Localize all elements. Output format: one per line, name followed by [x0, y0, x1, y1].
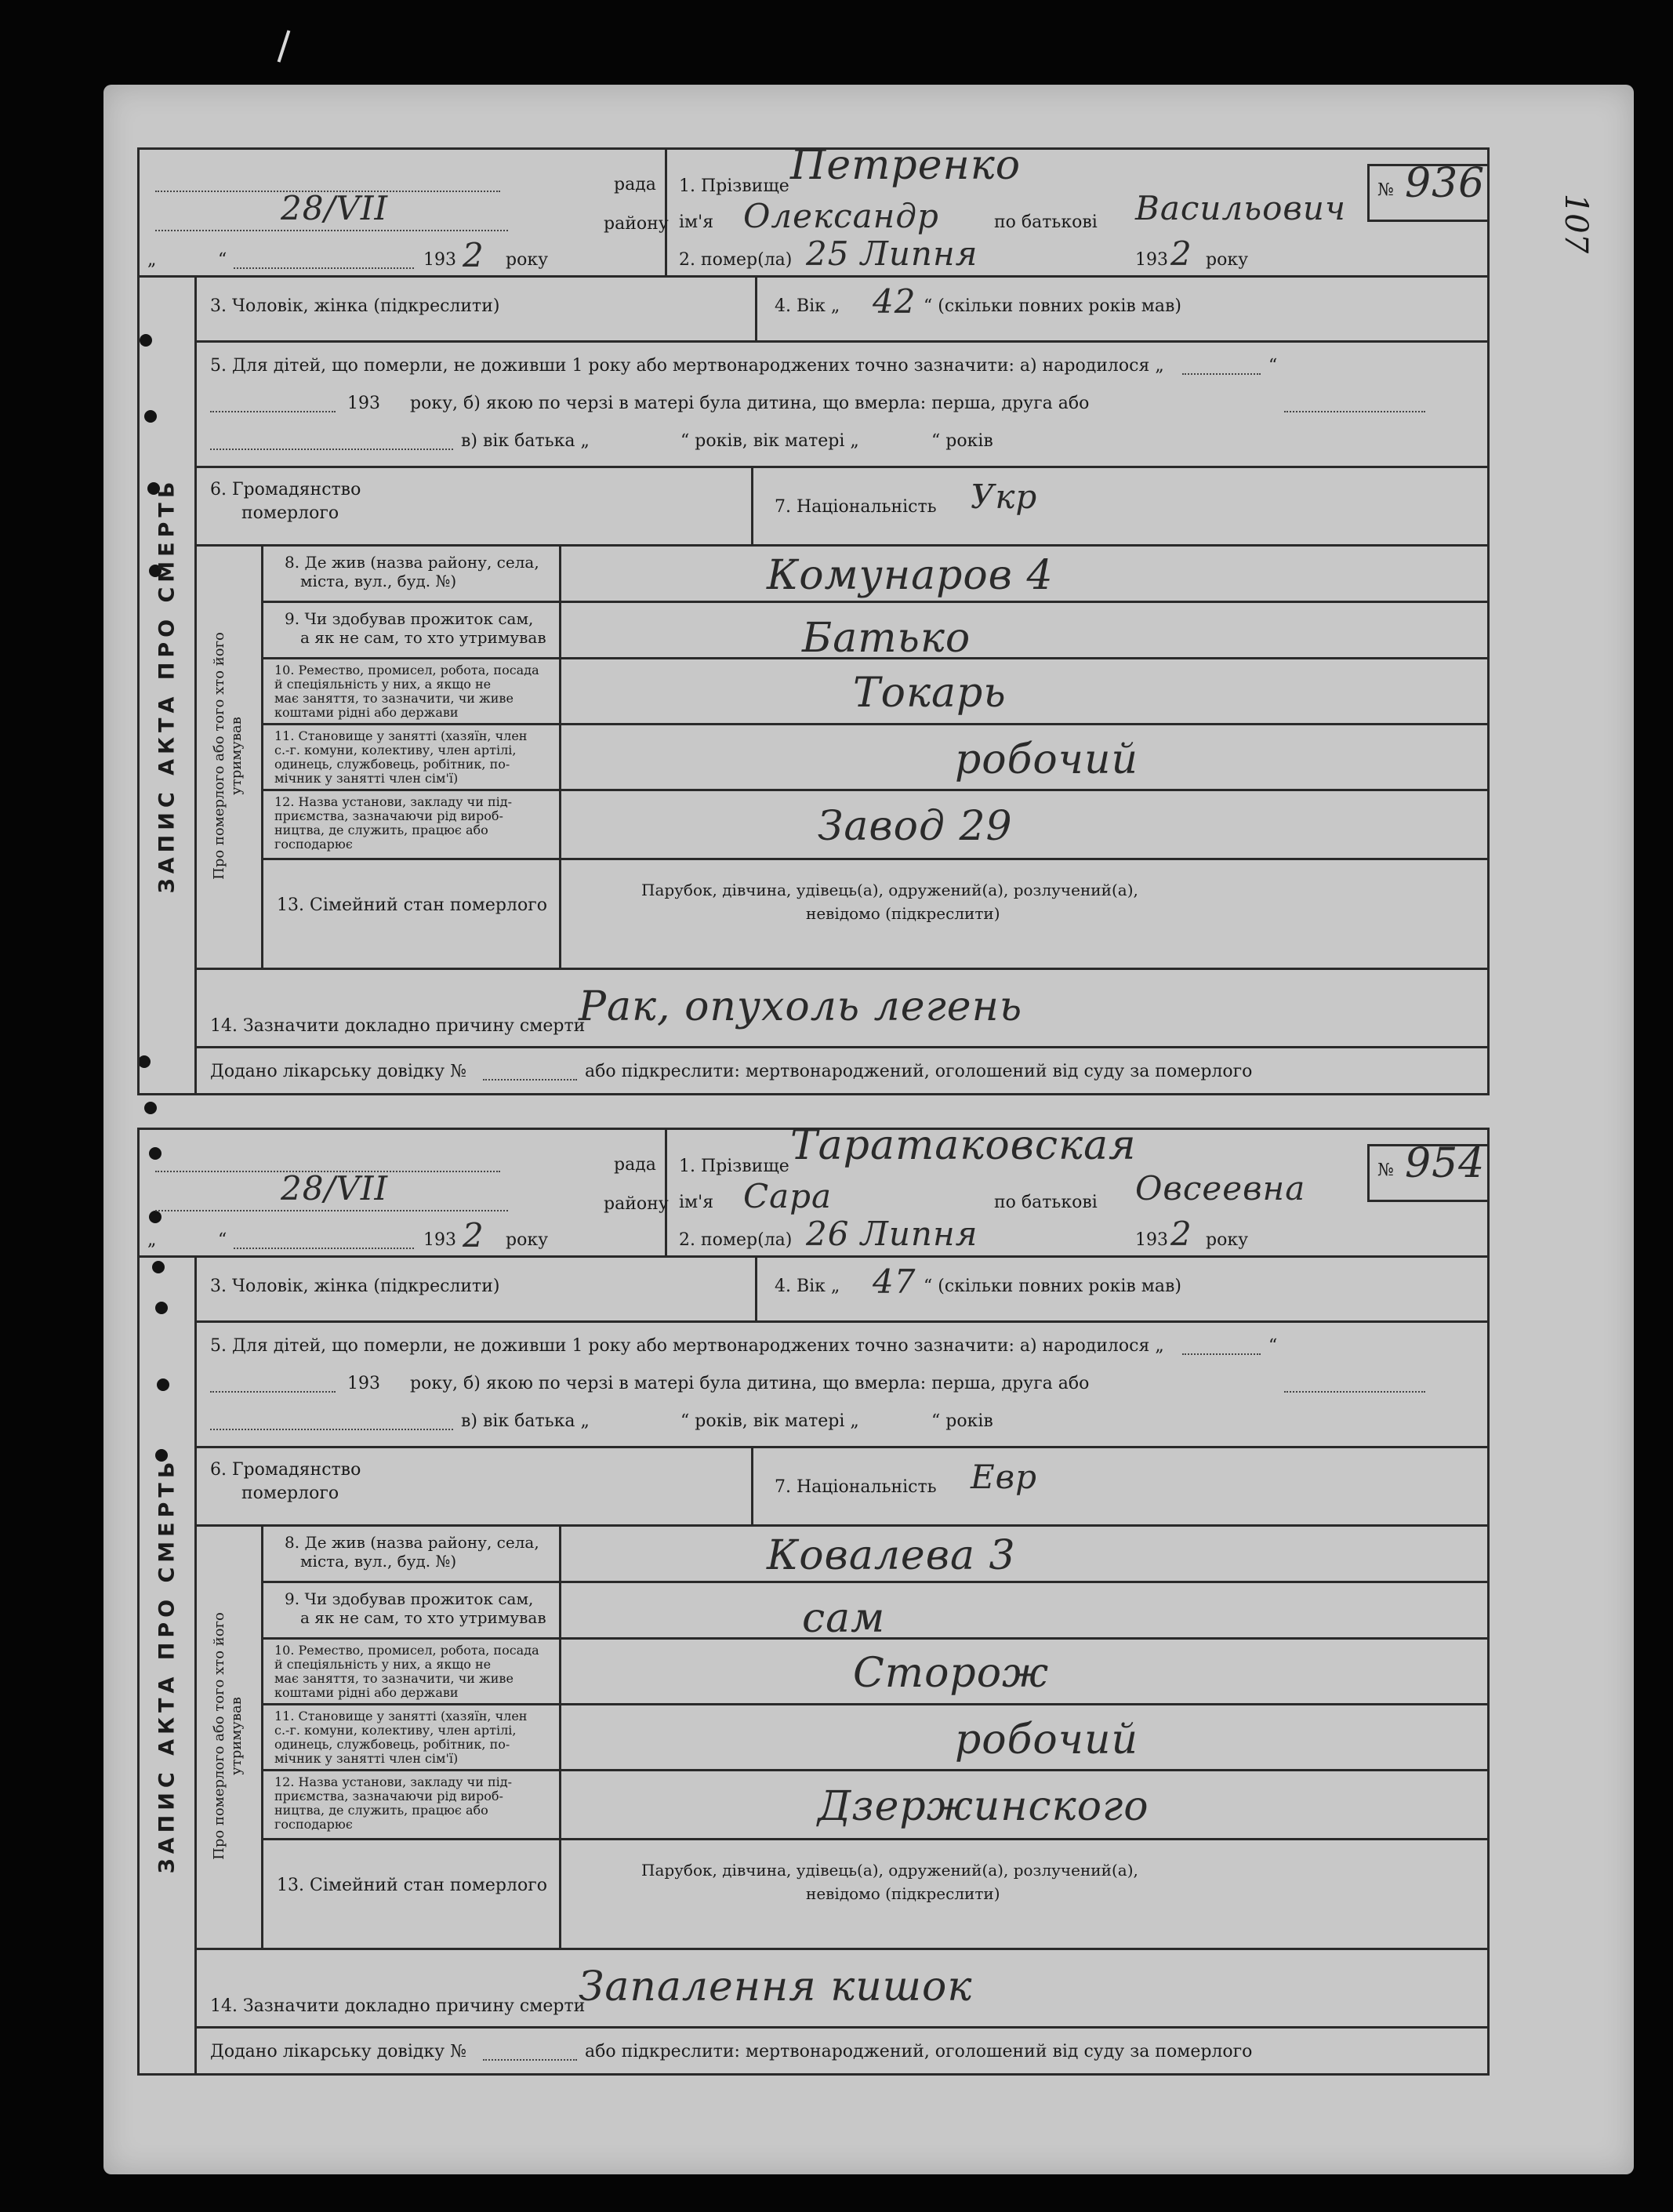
residence-label: 8. Де жив (назва району, села, — [285, 1533, 539, 1552]
child-info-line2: року, б) якою по черзі в матері була дитина, що вмерла: перша, друга або — [410, 1374, 1090, 1393]
registration-date: 28/VII — [281, 189, 389, 227]
surname-value: Петренко — [790, 142, 1022, 189]
margin-page-number: 107 — [1558, 193, 1595, 254]
died-year-digit: 2 — [1170, 234, 1192, 273]
residence-value: Комунаров 4 — [767, 552, 1054, 599]
employment-label: 11. Становище у занятті (хазяїн, член — [274, 1709, 528, 1723]
residence-label: 8. Де жив (назва району, села, — [285, 553, 539, 572]
medical-certificate-label: Додано лікарську довідку № — [210, 1062, 466, 1081]
citizenship-label-2: померлого — [241, 1484, 339, 1503]
stillborn-note: або підкреслити: мертвонароджений, оголошений від суду за померлого — [585, 2042, 1253, 2061]
record-number-box — [1367, 1140, 1487, 1202]
died-year-word: року — [1206, 250, 1249, 270]
employment-label: 11. Становище у занятті (хазяїн, член — [274, 728, 528, 743]
rada-label: рада — [614, 175, 656, 194]
deceased-name-block — [665, 1122, 1374, 1255]
occupation-value: Сторож — [853, 1650, 1050, 1697]
number-sign: № — [1377, 1160, 1394, 1180]
side-title — [140, 278, 197, 1093]
age-value: 47 — [873, 1262, 916, 1301]
child-info-line3-end: “ років — [931, 1411, 993, 1431]
side-title-text: ЗАПИС АКТА ПРО СМЕРТЬ — [154, 477, 180, 894]
employment-label-3: одинець, службовець, робітник, по- — [274, 757, 510, 772]
death-record — [137, 1122, 1490, 2076]
employment-label-2: с.-г. комуни, колективу, член артілі, — [274, 743, 517, 757]
occupation-label-2: й спеціяльність у них, а якщо не — [274, 1657, 492, 1672]
age-label: 4. Вік „ — [775, 296, 840, 316]
employment-label-4: мічник у занятті член сім'ї) — [274, 771, 459, 786]
side-title — [140, 1258, 197, 2073]
surname-label: 1. Прізвище — [679, 1157, 789, 1176]
record-number: 954 — [1405, 1140, 1486, 1187]
nationality-label: 7. Національність — [775, 1477, 937, 1497]
registration-year-digit: 2 — [463, 236, 484, 274]
occupation-label-4: коштами рідні або держави — [274, 1685, 459, 1700]
about-deceased-line2: утримував — [227, 717, 245, 795]
registration-year-digit: 2 — [463, 1216, 484, 1255]
employment-label-3: одинець, службовець, робітник, по- — [274, 1737, 510, 1752]
workplace-label-2: приємства, зазначаючи рід вироб- — [274, 808, 503, 823]
workplace-label-3: ництва, де служить, працює або — [274, 823, 488, 837]
workplace-label-2: приємства, зазначаючи рід вироб- — [274, 1789, 503, 1803]
child-info-line3-end: “ років — [931, 431, 993, 451]
record-body — [140, 278, 1487, 1093]
cause-of-death-label: 14. Зазначити докладно причину смерти — [210, 1996, 586, 2016]
workplace-value: Завод 29 — [818, 803, 1013, 850]
livelihood-label-2: а як не сам, то хто утримував — [300, 1608, 546, 1627]
about-deceased-line1: Про померлого або того хто його — [210, 632, 227, 880]
raion-label: району — [604, 214, 669, 234]
livelihood-value: сам — [802, 1595, 886, 1642]
record-number: 936 — [1405, 160, 1486, 207]
child-info-line3-mid: “ років, вік матері „ — [680, 431, 859, 451]
occupation-label-3: має заняття, то зазначити, чи живе — [274, 691, 514, 706]
year-prefix: 193 — [423, 1230, 456, 1250]
child-info-line1: 5. Для дітей, що померли, не доживши 1 року або мертвонароджених точно зазначити: а) народилося „ — [210, 356, 1164, 376]
record-header — [140, 142, 1487, 278]
child-year-prefix: 193 — [347, 1374, 380, 1393]
patronymic-label: по батькові — [994, 1193, 1098, 1212]
sex-label: 3. Чоловік, жінка (підкреслити) — [210, 1277, 500, 1296]
name-label: ім'я — [679, 1193, 714, 1212]
workplace-label-4: господарює — [274, 837, 353, 852]
residence-label-2: міста, вул., буд. №) — [300, 572, 457, 590]
corner-scratch — [278, 30, 291, 62]
workplace-label: 12. Назва установи, закладу чи під- — [274, 1774, 512, 1789]
registration-date-block — [140, 150, 667, 275]
name-value: Олександр — [743, 197, 939, 235]
occupation-label: 10. Ремество, промисел, робота, посада — [274, 663, 539, 677]
deceased-name-block — [665, 142, 1374, 275]
died-year-digit: 2 — [1170, 1215, 1192, 1253]
registration-date-block — [140, 1130, 667, 1255]
patronymic-label: по батькові — [994, 212, 1098, 232]
quote-open: „ — [147, 250, 157, 270]
patronymic-value: Овсеевна — [1135, 1169, 1306, 1208]
cause-of-death-value: Рак, опухоль легень — [579, 983, 1023, 1030]
marital-status-options-2: невідомо (підкреслити) — [806, 1884, 1000, 1903]
residence-value: Ковалева 3 — [767, 1532, 1016, 1579]
patronymic-value: Васильович — [1135, 189, 1346, 227]
died-year-prefix: 193 — [1135, 1230, 1168, 1250]
surname-value: Таратаковская — [790, 1122, 1137, 1169]
died-year-word: року — [1206, 1230, 1249, 1250]
livelihood-value: Батько — [802, 615, 971, 662]
about-deceased-line1: Про померлого або того хто його — [210, 1612, 227, 1860]
name-value: Сара — [743, 1177, 833, 1215]
workplace-label: 12. Назва установи, закладу чи під- — [274, 794, 512, 809]
medical-certificate-label: Додано лікарську довідку № — [210, 2042, 466, 2061]
employment-label-2: с.-г. комуни, колективу, член артілі, — [274, 1723, 517, 1738]
quote-close: “ — [218, 1230, 227, 1250]
year-word: року — [506, 250, 549, 270]
employment-value: робочий — [955, 1716, 1138, 1763]
child-info-line1: 5. Для дітей, що померли, не доживши 1 року або мертвонароджених точно зазначити: а) народилося „ — [210, 1336, 1164, 1356]
livelihood-label-2: а як не сам, то хто утримував — [300, 628, 546, 647]
child-info-line3-mid: “ років, вік матері „ — [680, 1411, 859, 1431]
record-header — [140, 1122, 1487, 1258]
age-value: 42 — [873, 282, 916, 321]
child-year-prefix: 193 — [347, 394, 380, 413]
death-record — [137, 142, 1490, 1095]
marital-status-label: 13. Сімейний стан померлого — [277, 1876, 548, 1895]
about-deceased-text — [211, 632, 245, 880]
about-deceased-column — [194, 1524, 263, 1948]
raion-label: району — [604, 1194, 669, 1214]
employment-value: робочий — [955, 736, 1138, 783]
died-value: 25 Липня — [806, 234, 978, 273]
workplace-label-3: ництва, де служить, працює або — [274, 1803, 488, 1818]
marital-status-label: 13. Сімейний стан померлого — [277, 895, 548, 915]
marital-status-options-2: невідомо (підкреслити) — [806, 904, 1000, 923]
livelihood-label: 9. Чи здобував прожиток сам, — [285, 1589, 534, 1608]
died-label: 2. помер(ла) — [679, 250, 793, 270]
workplace-value: Дзержинского — [818, 1783, 1149, 1830]
citizenship-label: 6. Громадянство — [210, 1460, 361, 1480]
about-deceased-text — [211, 1612, 245, 1860]
marital-status-options: Парубок, дівчина, удівець(а), одружений(а), розлучений(а), — [641, 881, 1138, 899]
marital-status-options: Парубок, дівчина, удівець(а), одружений(а), розлучений(а), — [641, 1861, 1138, 1880]
residence-label-2: міста, вул., буд. №) — [300, 1552, 457, 1571]
died-label: 2. помер(ла) — [679, 1230, 793, 1250]
citizenship-label-2: померлого — [241, 503, 339, 523]
occupation-label-3: має заняття, то зазначити, чи живе — [274, 1671, 514, 1686]
nationality-label: 7. Національність — [775, 497, 937, 517]
livelihood-label: 9. Чи здобував прожиток сам, — [285, 609, 534, 628]
age-label-end: “ (скільки повних років мав) — [924, 1277, 1182, 1296]
workplace-label-4: господарює — [274, 1817, 353, 1832]
quote-close: “ — [218, 250, 227, 270]
child-quote-end: “ — [1268, 1336, 1278, 1356]
occupation-label: 10. Ремество, промисел, робота, посада — [274, 1643, 539, 1658]
surname-label: 1. Прізвище — [679, 176, 789, 196]
year-word: року — [506, 1230, 549, 1250]
sex-label: 3. Чоловік, жінка (підкреслити) — [210, 296, 500, 316]
cause-of-death-value: Запалення кишок — [579, 1963, 973, 2010]
name-label: ім'я — [679, 212, 714, 232]
binding-hole — [144, 1102, 157, 1114]
rada-label: рада — [614, 1155, 656, 1175]
occupation-label-4: коштами рідні або держави — [274, 705, 459, 720]
citizenship-label: 6. Громадянство — [210, 480, 361, 499]
quote-open: „ — [147, 1230, 157, 1250]
died-year-prefix: 193 — [1135, 250, 1168, 270]
child-info-line2: року, б) якою по черзі в матері була дитина, що вмерла: перша, друга або — [410, 394, 1090, 413]
year-prefix: 193 — [423, 250, 456, 270]
child-quote-end: “ — [1268, 356, 1278, 376]
age-label: 4. Вік „ — [775, 1277, 840, 1296]
nationality-value: Укр — [971, 478, 1038, 516]
record-number-box — [1367, 160, 1487, 222]
child-info-line3: в) вік батька „ — [461, 431, 590, 451]
occupation-value: Токарь — [853, 670, 1007, 717]
employment-label-4: мічник у занятті член сім'ї) — [274, 1751, 459, 1766]
side-title-text: ЗАПИС АКТА ПРО СМЕРТЬ — [154, 1457, 180, 1874]
stillborn-note: або підкреслити: мертвонароджений, оголошений від суду за померлого — [585, 1062, 1253, 1081]
about-deceased-column — [194, 544, 263, 968]
cause-of-death-label: 14. Зазначити докладно причину смерти — [210, 1016, 586, 1036]
age-label-end: “ (скільки повних років мав) — [924, 296, 1182, 316]
nationality-value: Евр — [971, 1458, 1037, 1496]
number-sign: № — [1377, 180, 1394, 200]
record-body — [140, 1258, 1487, 2073]
child-info-line3: в) вік батька „ — [461, 1411, 590, 1431]
died-value: 26 Липня — [806, 1215, 978, 1253]
registration-date: 28/VII — [281, 1169, 389, 1208]
occupation-label-2: й спеціяльність у них, а якщо не — [274, 677, 492, 692]
about-deceased-line2: утримував — [227, 1697, 245, 1775]
